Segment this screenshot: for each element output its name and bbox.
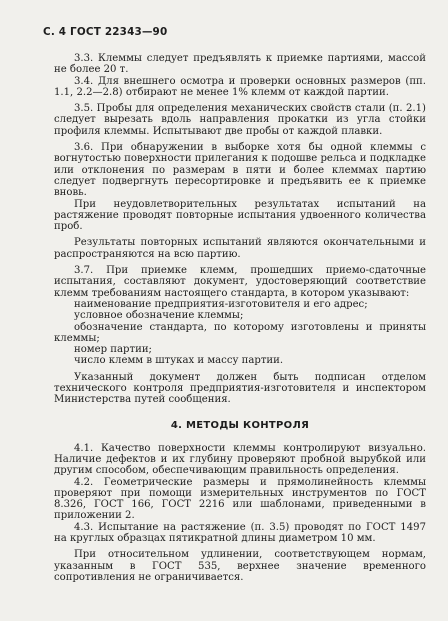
paragraph-4-1: 4.1. Качество поверхности клеммы контролируют визуально. Наличие дефектов и их глубину проверяют пробной вырубкой или другим способом, обеспечивающим правильность определения. — [54, 442, 426, 477]
paragraph-3-3: 3.3. Клеммы следует предъявлять к приемке партиями, массой не более 20 т. — [54, 53, 426, 76]
paragraph-final-results: Результаты повторных испытаний являются окончательными и распространяются на всю партию. — [54, 237, 426, 260]
list-item: число клемм в штуках и массу партии. — [74, 355, 284, 367]
section-title: 4. МЕТОДЫ КОНТРОЛЯ — [170, 419, 310, 431]
paragraph-elongation: При относительном удлинении, соответствующем нормам, указанным в ГОСТ 535, верхнее значение временного сопротивления не ограничивается. — [54, 549, 426, 583]
paragraph-3-6: 3.6. При обнаружении в выборке хотя бы одной клеммы с вогнутостью поверхности прилегания к подошве рельса и подкладке или отклонения по размерам в пяти и более клеммах партию следует подвергнуть пересортировке и предъявить ее к приемке вновь. — [54, 142, 426, 199]
list-item: номер партии; — [74, 344, 152, 356]
document-body — [54, 53, 426, 583]
list-item: наименование предприятия-изготовителя и его адрес; — [74, 298, 368, 310]
paragraph-3-5: 3.5. Пробы для определения механических свойств стали (п. 2.1) следует вырезать вдоль направления прокатки из угла стойки профиля клеммы. Испытывают две пробы от каждой плавки. — [54, 103, 426, 137]
paragraph-3-4: 3.4. Для внешнего осмотра и проверки основных размеров (пп. 1.1, 2.2—2.8) отбирают не менее 1% клемм от каждой партии. — [54, 75, 426, 98]
paragraph-4-3: 4.3. Испытание на растяжение (п. 3.5) проводят по ГОСТ 1497 на круглых образцах пятикратной длины диаметром 10 мм. — [54, 521, 426, 544]
page-header: С. 4 ГОСТ 22343—90 — [43, 26, 168, 38]
paragraph-signature: Указанный документ должен быть подписан отделом технического контроля предприятия-изготовителя и инспектором Министерства путей сообщения. — [54, 371, 426, 406]
paragraph-3-7: 3.7. При приемке клемм, прошедших приемо-сдаточные испытания, составляют документ, удостоверяющий соответствие клемм требованиям настоящего стандарта, в котором указывают: — [54, 265, 426, 299]
paragraph-4-2: 4.2. Геометрические размеры и прямолинейность клеммы проверяют при помощи измерительных инструментов по ГОСТ 8.326, ГОСТ 166, ГОСТ 2216 или шаблонами, приведенными в приложении 2. — [54, 476, 426, 522]
list-item: обозначение стандарта, по которому изготовлены и приняты клеммы; — [54, 321, 426, 344]
paragraph-repeat-tests: При неудовлетворительных результатах испытаний на растяжение проводят повторные испытания удвоенного количества проб. — [54, 198, 426, 233]
list-item: условное обозначение клеммы; — [74, 310, 244, 322]
